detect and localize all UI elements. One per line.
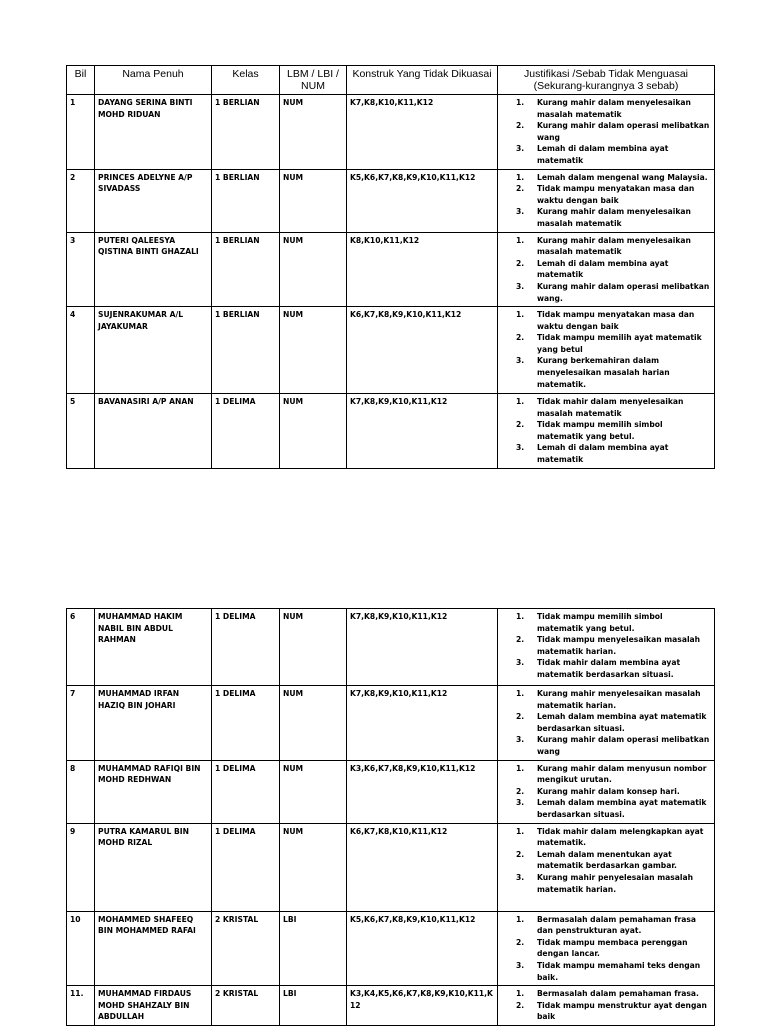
cell-kelas: 1 DELIMA — [212, 823, 280, 911]
reason-item: Tidak mampu memahami teks dengan baik. — [537, 960, 701, 982]
cell-nama: MOHAMMED SHAFEEQ BIN MOHAMMED RAFAI — [95, 911, 212, 986]
reason-item: Kurang mahir penyelesaian masalah matematik harian. — [537, 872, 694, 894]
reason-item: Kurang berkemahiran dalam menyelesaikan masalah harian matematik. — [537, 356, 670, 389]
cell-konstruk: K7,K8,K9,K10,K11,K12 — [347, 394, 498, 469]
cell-kelas: 2 KRISTAL — [212, 911, 280, 986]
cell-justifikasi — [498, 986, 715, 1026]
cell-lbm: NUM — [280, 307, 347, 394]
cell-konstruk: K5,K6,K7,K8,K9,K10,K11,K12 — [347, 169, 498, 232]
cell-bil: 1 — [67, 95, 95, 170]
reason-item: Bermasalah dalam pemahaman frasa dan penstrukturan ayat. — [537, 914, 697, 936]
cell-justifikasi — [498, 911, 715, 986]
header-justifikasi — [498, 66, 715, 95]
reason-item: Tidak mahir dalam membina ayat matematik berdasarkan situasi. — [537, 658, 681, 679]
reason-list — [501, 235, 711, 305]
cell-nama: PUTRA KAMARUL BIN MOHD RIZAL — [95, 823, 212, 911]
cell-bil: 4 — [67, 307, 95, 394]
cell-bil: 3 — [67, 232, 95, 307]
cell-nama: MUHAMMAD RAFIQI BIN MOHD REDHWAN — [95, 760, 212, 823]
cell-kelas: 1 BERLIAN — [212, 307, 280, 394]
cell-konstruk: K7,K8,K9,K10,K11,K12 — [347, 686, 498, 761]
cell-lbm: LBI — [280, 911, 347, 986]
cell-kelas: 1 DELIMA — [212, 609, 280, 686]
cell-kelas: 2 KRISTAL — [212, 986, 280, 1026]
cell-nama: MUHAMMAD HAKIM NABIL BIN ABDUL RAHMAN — [95, 609, 212, 686]
reason-item: Kurang mahir dalam operasi melibatkan wang. — [537, 281, 710, 303]
cell-konstruk: K3,K6,K7,K8,K9,K10,K11,K12 — [347, 760, 498, 823]
student-table-part-1 — [66, 65, 715, 469]
reason-item: Tidak mampu menyatakan masa dan waktu dengan baik — [537, 184, 695, 205]
table-row — [67, 394, 715, 469]
reason-list — [501, 826, 711, 896]
reason-item: Kurang mahir dalam menyelesaikan masalah matematik — [537, 235, 691, 257]
header-bil: Bil — [67, 66, 95, 95]
table-row — [67, 95, 715, 170]
table-row — [67, 686, 715, 761]
reason-item: Tidak mampu memilih simbol matematik yang betul. — [537, 612, 663, 633]
cell-konstruk: K8,K10,K11,K12 — [347, 232, 498, 307]
cell-lbm: NUM — [280, 169, 347, 232]
reason-item: Lemah dalam membina ayat matematik berdasarkan situasi. — [537, 798, 707, 819]
cell-kelas: 1 DELIMA — [212, 394, 280, 469]
cell-bil: 5 — [67, 394, 95, 469]
cell-lbm: NUM — [280, 95, 347, 170]
reason-list — [501, 914, 711, 984]
header-justifikasi-line1: Justifikasi /Sebab Tidak Menguasai — [523, 68, 688, 80]
cell-kelas: 1 BERLIAN — [212, 95, 280, 170]
reason-item: Kurang mahir dalam konsep hari. — [537, 786, 680, 796]
table-row — [67, 823, 715, 911]
reason-list — [501, 688, 711, 758]
cell-justifikasi — [498, 760, 715, 823]
reason-item: Tidak mahir dalam menyelesaikan masalah matematik — [537, 397, 684, 418]
reason-item: Lemah di dalam membina ayat matematik — [537, 443, 669, 465]
cell-justifikasi — [498, 232, 715, 307]
reason-list — [501, 611, 711, 681]
cell-lbm: NUM — [280, 609, 347, 686]
reason-item: Lemah dalam menentukan ayat matematik berdasarkan gambar. — [537, 849, 677, 871]
table-row — [67, 232, 715, 307]
reason-item: Tidak mampu membaca perenggan dengan lancar. — [537, 937, 688, 959]
cell-justifikasi — [498, 823, 715, 911]
cell-nama: MUHAMMAD IRFAN HAZIQ BIN JOHARI — [95, 686, 212, 761]
cell-konstruk: K7,K8,K10,K11,K12 — [347, 95, 498, 170]
reason-item: Kurang mahir dalam operasi melibatkan wang — [537, 121, 710, 142]
reason-item: Lemah di dalam membina ayat matematik — [537, 144, 669, 165]
header-nama: Nama Penuh — [95, 66, 212, 95]
reason-item: Kurang mahir dalam menyusun nombor mengikut urutan. — [537, 763, 707, 785]
reason-item: Lemah dalam membina ayat matematik berdasarkan situasi. — [537, 712, 707, 733]
cell-lbm: NUM — [280, 760, 347, 823]
cell-kelas: 1 BERLIAN — [212, 232, 280, 307]
header-lbm: LBM / LBI / NUM — [280, 66, 347, 95]
cell-nama: PRINCES ADELYNE A/P SIVADASS — [95, 169, 212, 232]
reason-item: Lemah dalam mengenal wang Malaysia. — [537, 172, 708, 182]
reason-item: Kurang mahir dalam menyelesaikan masalah matematik — [537, 207, 691, 228]
reason-item: Tidak mampu memilih simbol matematik yang betul. — [537, 420, 663, 441]
cell-lbm: NUM — [280, 394, 347, 469]
reason-list — [501, 763, 711, 821]
reason-list — [501, 396, 711, 466]
cell-kelas: 1 DELIMA — [212, 760, 280, 823]
table-row — [67, 169, 715, 232]
table-row — [67, 609, 715, 686]
cell-lbm: NUM — [280, 232, 347, 307]
table-row — [67, 911, 715, 986]
reason-item: Tidak mahir dalam melengkapkan ayat matematik. — [537, 826, 704, 848]
table-body-part-2 — [67, 609, 715, 1026]
cell-konstruk: K3,K4,K5,K6,K7,K8,K9,K10,K11,K12 — [347, 986, 498, 1026]
reason-item: Tidak mampu memilih ayat matematik yang betul — [537, 333, 702, 354]
cell-konstruk: K6,K7,K8,K9,K10,K11,K12 — [347, 307, 498, 394]
table-row — [67, 307, 715, 394]
cell-konstruk: K7,K8,K9,K10,K11,K12 — [347, 609, 498, 686]
cell-nama: PUTERI QALEESYA QISTINA BINTI GHAZALI — [95, 232, 212, 307]
reason-item: Kurang mahir dalam menyelesaikan masalah matematik — [537, 98, 691, 119]
cell-nama: BAVANASIRI A/P ANAN — [95, 394, 212, 469]
table-body-part-1 — [67, 95, 715, 469]
cell-nama: SUJENRAKUMAR A/L JAYAKUMAR — [95, 307, 212, 394]
reason-item: Kurang mahir dalam operasi melibatkan wang — [537, 735, 710, 756]
reason-item: Kurang mahir menyelesaikan masalah matematik harian. — [537, 689, 701, 710]
cell-bil: 2 — [67, 169, 95, 232]
reason-list — [501, 97, 711, 167]
cell-nama: DAYANG SERINA BINTI MOHD RIDUAN — [95, 95, 212, 170]
student-table-part-2 — [66, 608, 715, 1026]
cell-konstruk: K6,K7,K8,K10,K11,K12 — [347, 823, 498, 911]
cell-justifikasi — [498, 686, 715, 761]
cell-justifikasi — [498, 169, 715, 232]
header-kelas: Kelas — [212, 66, 280, 95]
cell-bil: 7 — [67, 686, 95, 761]
cell-lbm: NUM — [280, 823, 347, 911]
cell-bil: 6 — [67, 609, 95, 686]
cell-konstruk: K5,K6,K7,K8,K9,K10,K11,K12 — [347, 911, 498, 986]
cell-lbm: LBI — [280, 986, 347, 1026]
reason-item: Lemah di dalam membina ayat matematik — [537, 258, 669, 280]
header-justifikasi-line2: (Sekurang-kurangnya 3 sebab) — [533, 80, 679, 92]
reason-item: Tidak mampu menyatakan masa dan waktu dengan baik — [537, 310, 695, 331]
reason-list — [501, 988, 711, 1023]
cell-kelas: 1 DELIMA — [212, 686, 280, 761]
reason-item: Tidak mampu menyelesaikan masalah matematik harian. — [537, 635, 701, 656]
reason-item: Bermasalah dalam pemahaman frasa. — [537, 989, 699, 999]
cell-justifikasi — [498, 95, 715, 170]
cell-bil: 11. — [67, 986, 95, 1026]
reason-list — [501, 309, 711, 390]
cell-bil: 8 — [67, 760, 95, 823]
cell-justifikasi — [498, 609, 715, 686]
cell-kelas: 1 BERLIAN — [212, 169, 280, 232]
cell-justifikasi — [498, 307, 715, 394]
reason-list — [501, 172, 711, 230]
header-konstruk: Konstruk Yang Tidak Dikuasai — [347, 66, 498, 95]
cell-bil: 9 — [67, 823, 95, 911]
reason-item: Tidak mampu menstruktur ayat dengan baik — [537, 1000, 707, 1022]
table-row — [67, 986, 715, 1026]
cell-bil: 10 — [67, 911, 95, 986]
cell-justifikasi — [498, 394, 715, 469]
cell-nama: MUHAMMAD FIRDAUS MOHD SHAHZALY BIN ABDULLAH — [95, 986, 212, 1026]
cell-lbm: NUM — [280, 686, 347, 761]
table-row — [67, 760, 715, 823]
